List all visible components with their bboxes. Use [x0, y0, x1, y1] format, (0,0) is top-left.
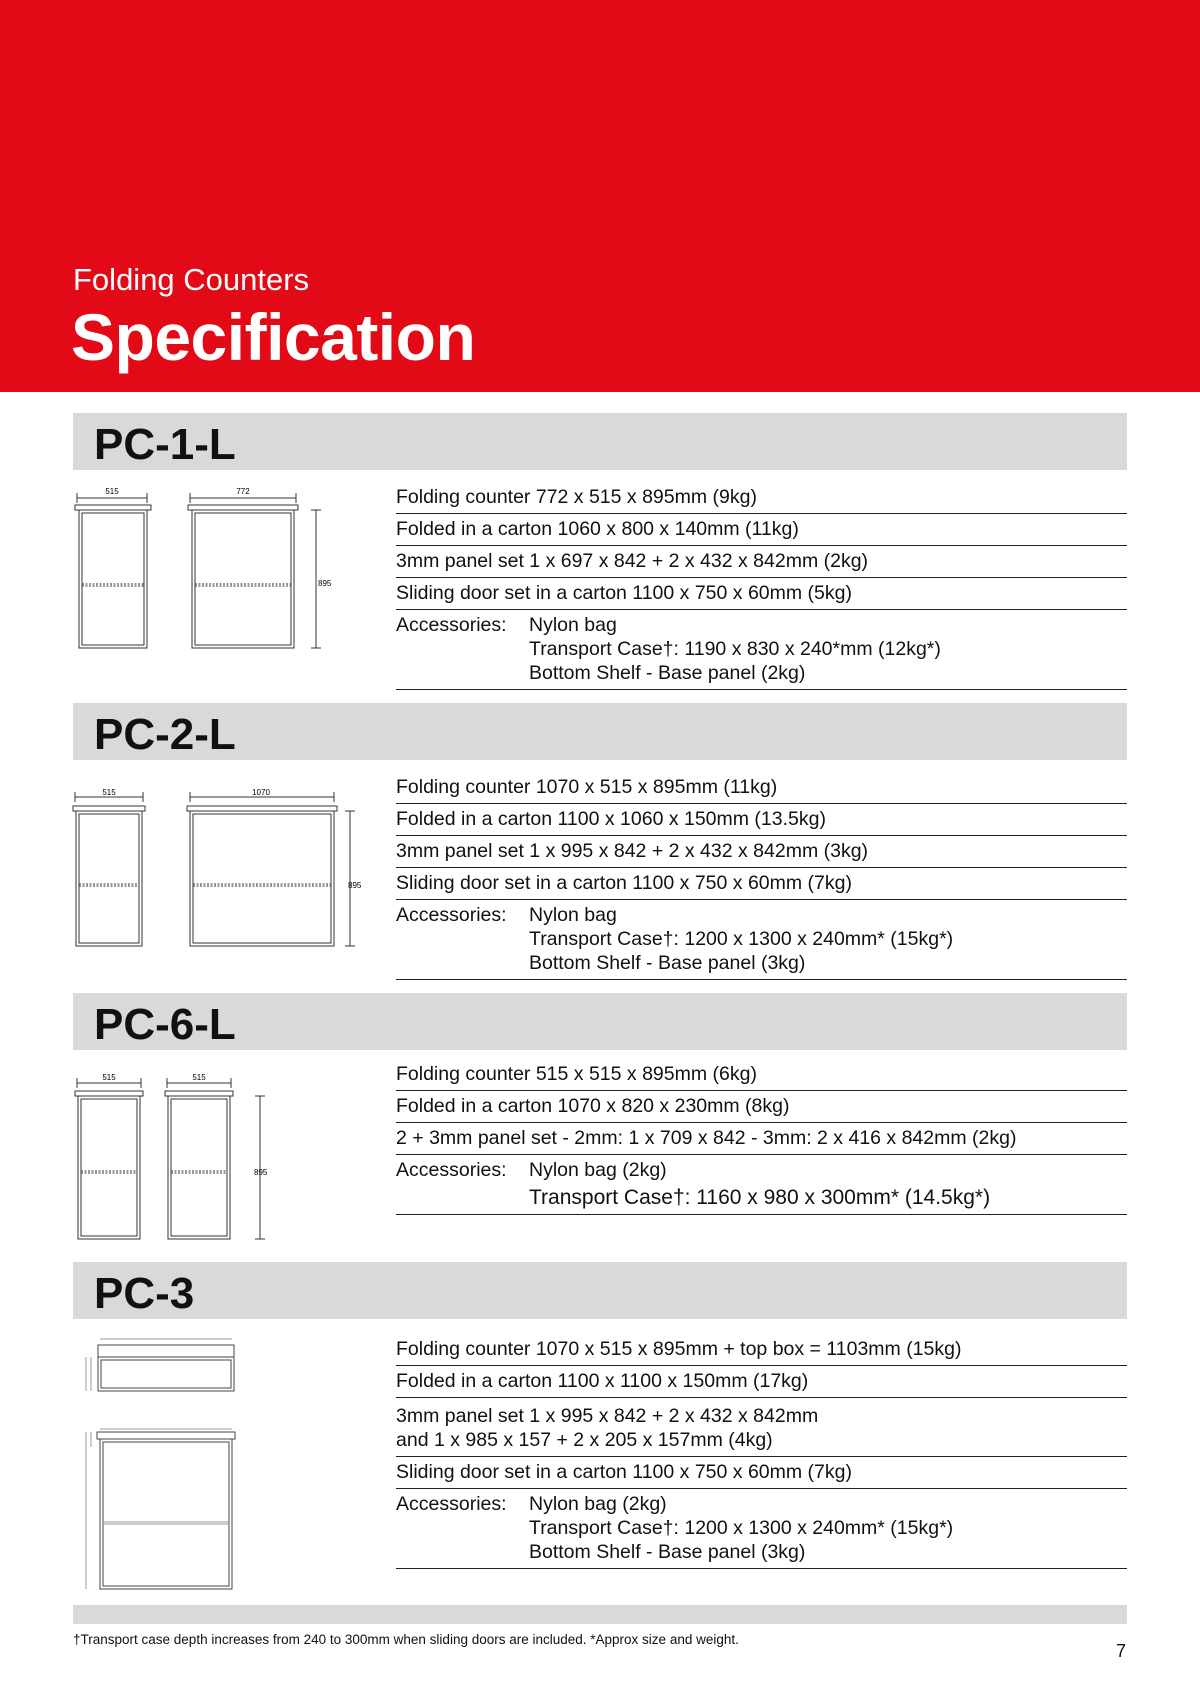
accessories-label: Accessories: — [396, 904, 507, 926]
spec-row: Folded in a carton 1100 x 1060 x 150mm (13.5kg) — [396, 804, 1127, 836]
page-number: 7 — [1116, 1641, 1127, 1661]
drawing-pc-6-l — [73, 1073, 273, 1253]
accessory-item: Nylon bag (2kg) — [529, 1493, 667, 1515]
dim-label-side-width: 515 — [102, 1073, 116, 1082]
drawing-pc-3 — [82, 1337, 242, 1593]
accessories-label: Accessories: — [396, 614, 507, 636]
spec-row: Folding counter 515 x 515 x 895mm (6kg) — [396, 1059, 1127, 1091]
accessory-item: Transport Case†: 1200 x 1300 x 240mm* (15kg*) — [529, 1517, 954, 1539]
spec-row: Folded in a carton 1100 x 1100 x 150mm (17kg) — [396, 1366, 1127, 1398]
spec-row: 3mm panel set 1 x 697 x 842 + 2 x 432 x 842mm (2kg) — [396, 546, 1127, 578]
dim-label-height: 895 — [254, 1168, 268, 1177]
product-name: PC-6-L — [94, 1000, 236, 1049]
accessories-row — [396, 1489, 1127, 1569]
spec-row: Folding counter 1070 x 515 x 895mm (11kg) — [396, 772, 1127, 804]
dim-label-front-width: 1070 — [252, 788, 270, 797]
spec-row: Folding counter 772 x 515 x 895mm (9kg) — [396, 482, 1127, 514]
section-header-pc-6-l — [73, 993, 1127, 1050]
spec-list-pc-3 — [396, 1334, 1127, 1569]
spec-row — [396, 1398, 1127, 1457]
dim-label-front-width: 515 — [192, 1073, 206, 1082]
spec-list-pc-2-l — [396, 772, 1127, 980]
drawing-pc-1-l — [73, 488, 333, 660]
section-header-pc-2-l — [73, 703, 1127, 760]
accessory-item: Bottom Shelf - Base panel (3kg) — [529, 1541, 806, 1563]
accessory-item: Nylon bag — [529, 614, 617, 636]
spec-row: Folding counter 1070 x 515 x 895mm + top box = 1103mm (15kg) — [396, 1334, 1127, 1366]
spec-row: Sliding door set in a carton 1100 x 750 x 60mm (7kg) — [396, 868, 1127, 900]
accessory-item: Bottom Shelf - Base panel (3kg) — [529, 952, 806, 974]
page-title: Specification — [71, 300, 476, 374]
footnote: †Transport case depth increases from 240 to 300mm when sliding doors are included. *Approx size and weight. — [73, 1632, 739, 1647]
accessory-item: Transport Case†: 1190 x 830 x 240*mm (12kg*) — [529, 638, 941, 660]
drawing-pc-2-l — [71, 788, 371, 960]
header-banner — [0, 0, 1200, 392]
accessories-row — [396, 900, 1127, 980]
dim-label-height: 895 — [348, 881, 362, 890]
spec-row: Folded in a carton 1060 x 800 x 140mm (11kg) — [396, 514, 1127, 546]
section-header-pc-1-l — [73, 413, 1127, 470]
accessory-item: Transport Case†: 1160 x 980 x 300mm* (14.5kg*) — [529, 1186, 991, 1209]
spec-list-pc-1-l — [396, 482, 1127, 690]
spec-row: Folded in a carton 1070 x 820 x 230mm (8kg) — [396, 1091, 1127, 1123]
dim-label-height: 895 — [318, 579, 332, 588]
accessory-item: Nylon bag (2kg) — [529, 1159, 667, 1181]
spec-row: 3mm panel set 1 x 995 x 842 + 2 x 432 x 842mm (3kg) — [396, 836, 1127, 868]
product-name: PC-3 — [94, 1269, 195, 1318]
page-subtitle: Folding Counters — [73, 262, 310, 297]
dim-label-side-width: 515 — [102, 788, 116, 797]
accessory-item: Nylon bag — [529, 904, 617, 926]
accessory-item: Bottom Shelf - Base panel (2kg) — [529, 662, 806, 684]
spec-row: Sliding door set in a carton 1100 x 750 x 60mm (7kg) — [396, 1457, 1127, 1489]
product-name: PC-2-L — [94, 710, 236, 759]
footer-divider-bar — [73, 1605, 1127, 1624]
spec-list-pc-6-l — [396, 1059, 1127, 1215]
spec-line: 3mm panel set 1 x 995 x 842 + 2 x 432 x 842mm — [396, 1405, 819, 1427]
section-header-pc-3 — [73, 1262, 1127, 1319]
product-name: PC-1-L — [94, 420, 236, 469]
spec-row: Sliding door set in a carton 1100 x 750 x 60mm (5kg) — [396, 578, 1127, 610]
accessory-item: Transport Case†: 1200 x 1300 x 240mm* (15kg*) — [529, 928, 954, 950]
accessories-row — [396, 1155, 1127, 1215]
spec-line: and 1 x 985 x 157 + 2 x 205 x 157mm (4kg) — [396, 1429, 773, 1451]
accessories-label: Accessories: — [396, 1493, 507, 1515]
spec-row: 2 + 3mm panel set - 2mm: 1 x 709 x 842 - 3mm: 2 x 416 x 842mm (2kg) — [396, 1123, 1127, 1155]
accessories-row — [396, 610, 1127, 690]
dim-label-front-width: 772 — [236, 488, 250, 496]
dim-label-side-width: 515 — [105, 488, 119, 496]
accessories-label: Accessories: — [396, 1159, 507, 1181]
